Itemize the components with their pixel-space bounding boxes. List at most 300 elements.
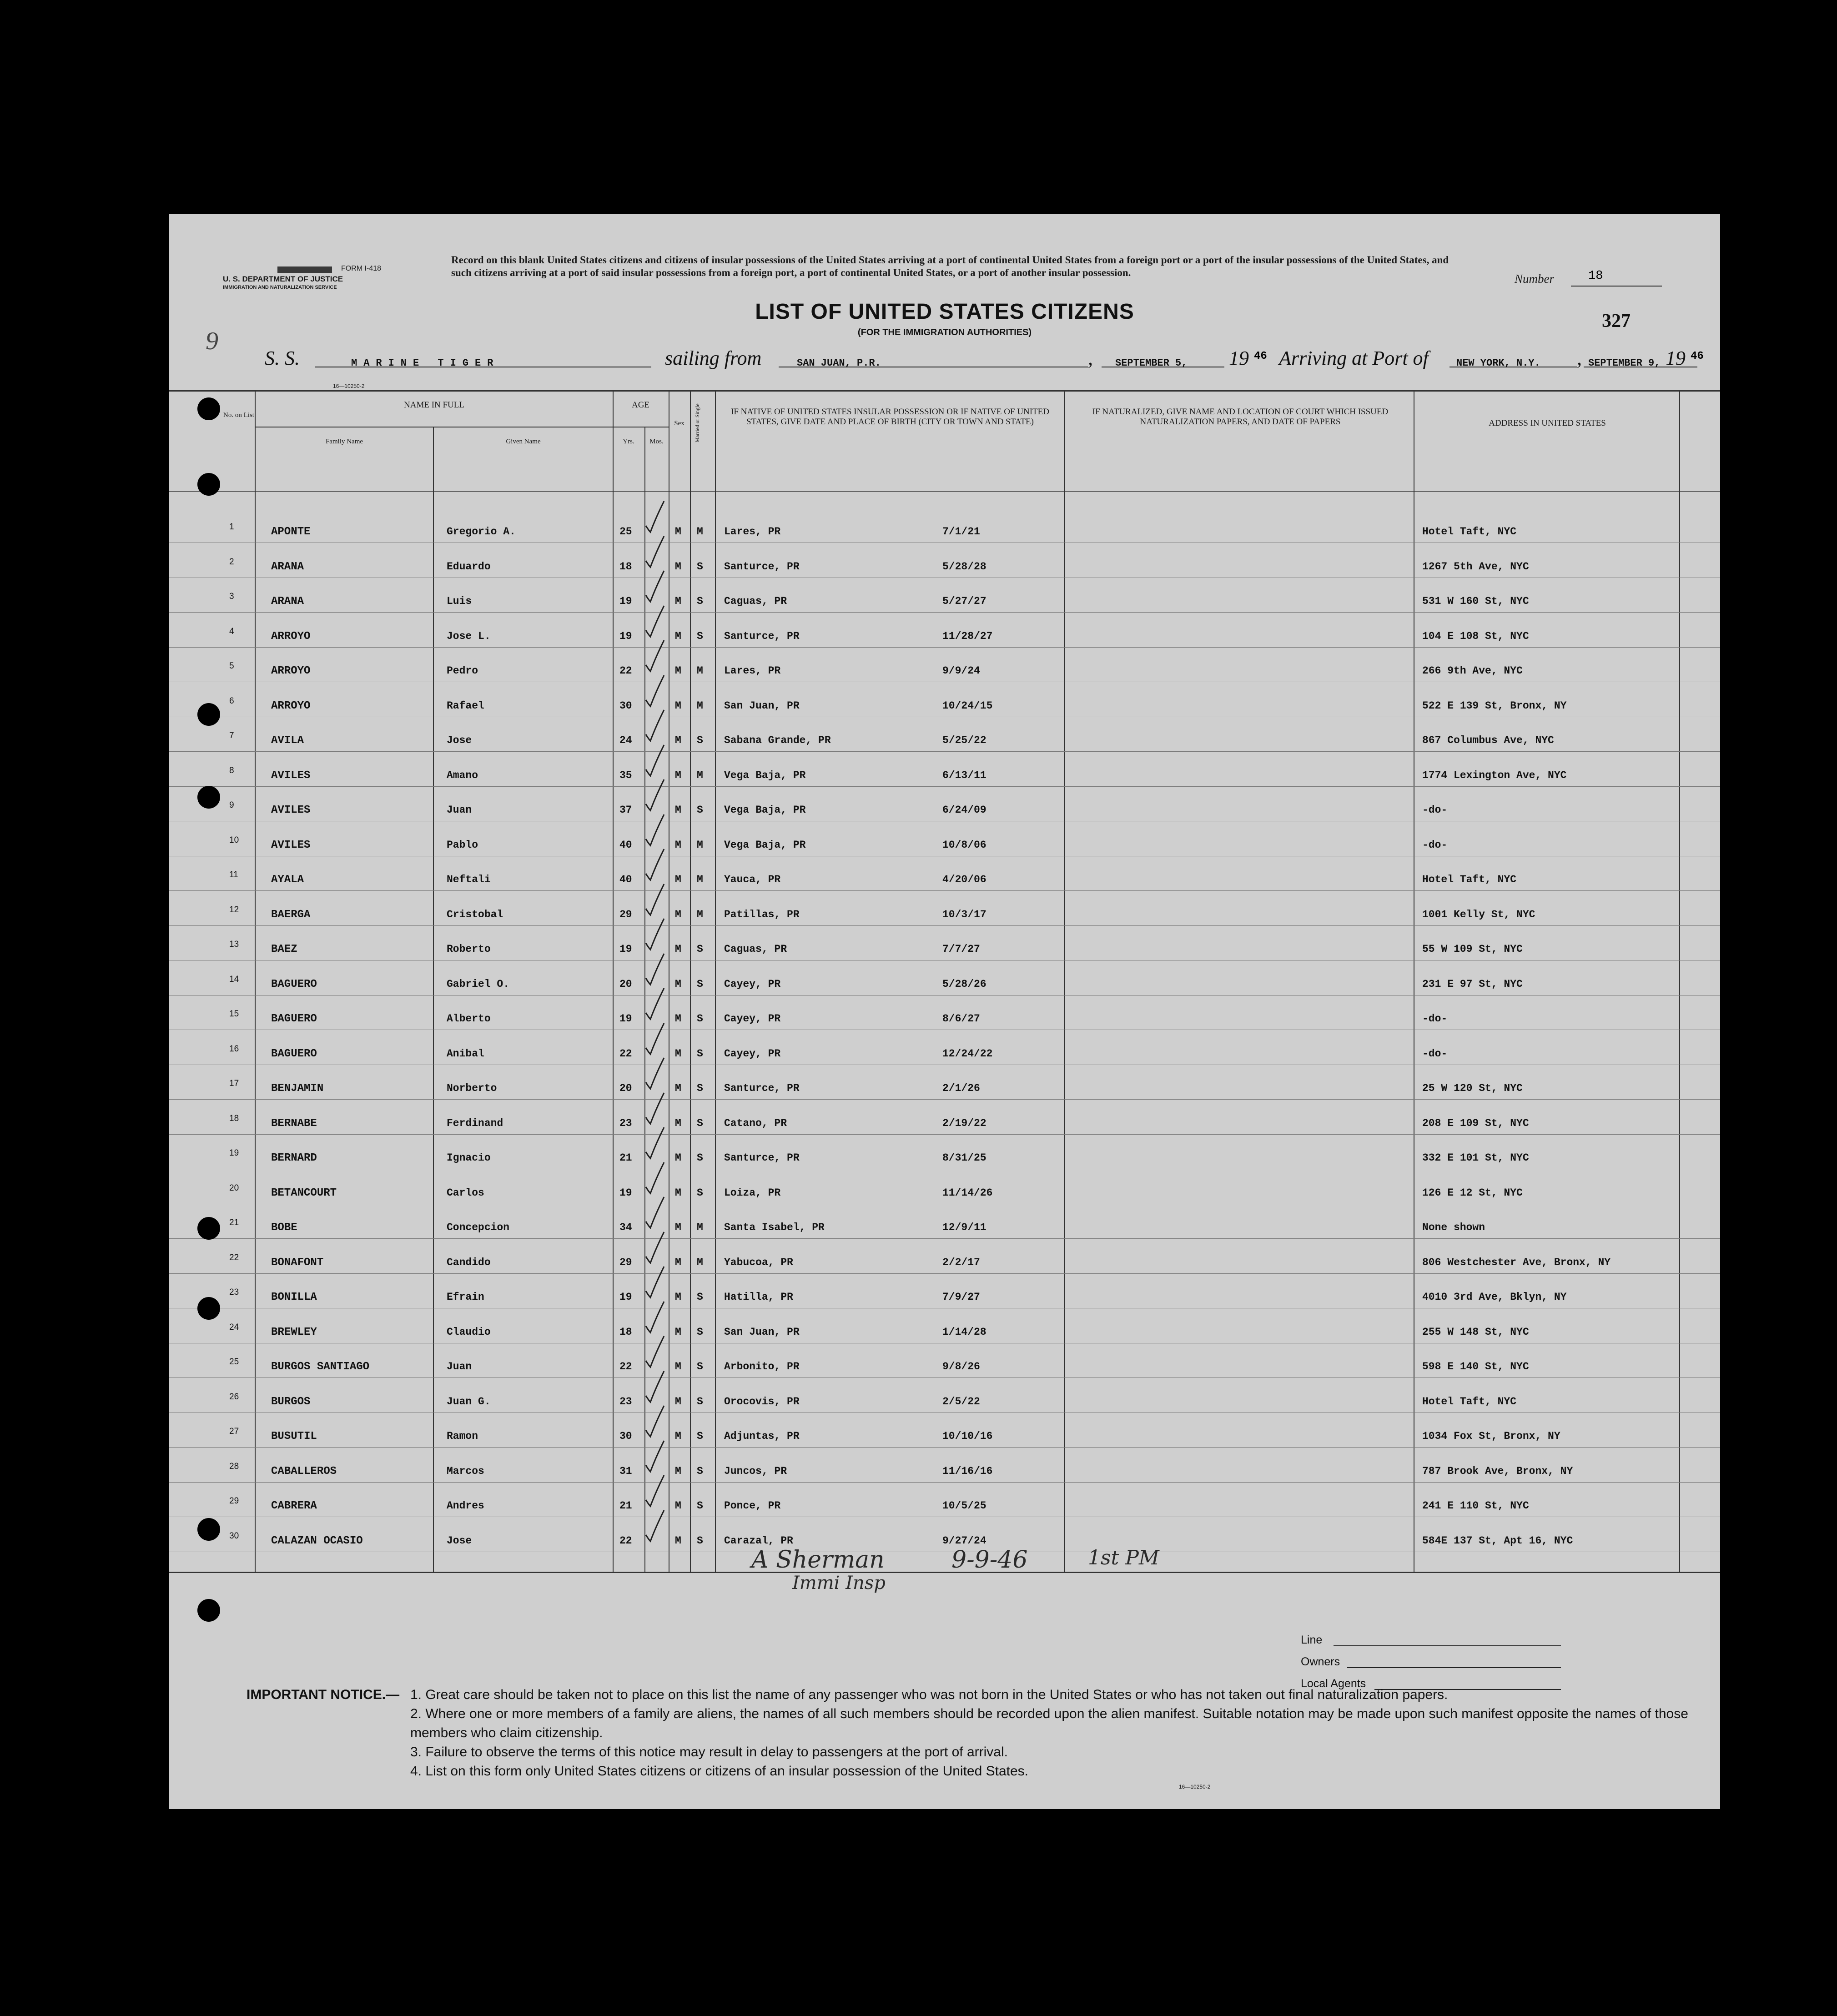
ss-label: S. S. <box>265 347 300 369</box>
marital-status: S <box>697 1291 703 1303</box>
marital-status: M <box>697 1222 703 1233</box>
table-row <box>169 1309 1720 1343</box>
row-number: 1 <box>229 522 234 532</box>
given-name: Gregorio A. <box>447 526 516 538</box>
table-row <box>169 648 1720 682</box>
age-years: 30 <box>619 699 632 712</box>
notice-heading: IMPORTANT NOTICE.— <box>247 1687 400 1702</box>
family-name: BENJAMIN <box>271 1082 324 1095</box>
age-years: 35 <box>619 769 632 781</box>
table-row <box>169 1448 1720 1483</box>
birth-place: Sabana Grande, PR <box>724 734 831 746</box>
row-number: 19 <box>229 1148 239 1158</box>
punch-hole <box>197 397 220 420</box>
marital-status: S <box>697 560 703 573</box>
arrival-date: SEPTEMBER 9, <box>1588 357 1661 369</box>
birth-date: 12/24/22 <box>942 1047 993 1060</box>
sex: M <box>675 699 681 712</box>
punch-hole <box>197 473 220 496</box>
punch-hole <box>197 1297 220 1320</box>
col-no-on-list: No. on List <box>223 412 254 419</box>
col-married-single: Married or Single <box>694 403 700 442</box>
inspector-title: Immi Insp <box>792 1573 886 1594</box>
family-name: ARROYO <box>271 630 311 643</box>
given-name: Marcos <box>447 1465 484 1477</box>
margin-mark: 9 <box>206 327 218 355</box>
address: 208 E 109 St, NYC <box>1422 1117 1529 1129</box>
check-mark-icon <box>642 1508 669 1549</box>
table-row <box>169 1204 1720 1239</box>
table-row <box>169 1170 1720 1204</box>
age-years: 18 <box>619 560 632 573</box>
sex: M <box>675 560 681 573</box>
table-row <box>169 613 1720 648</box>
given-name: Andres <box>447 1500 484 1512</box>
address: 787 Brook Ave, Bronx, NY <box>1422 1465 1573 1477</box>
family-name: ARANA <box>271 595 304 608</box>
age-years: 22 <box>619 665 632 677</box>
table-row <box>169 926 1720 960</box>
address: 1774 Lexington Ave, NYC <box>1422 769 1567 781</box>
address: 25 W 120 St, NYC <box>1422 1082 1523 1094</box>
table-row <box>169 856 1720 891</box>
birth-date: 7/7/27 <box>942 943 980 955</box>
address: 1034 Fox St, Bronx, NY <box>1422 1430 1560 1442</box>
birth-place: Lares, PR <box>724 665 781 677</box>
row-number: 17 <box>229 1079 239 1088</box>
birth-date: 7/9/27 <box>942 1291 980 1303</box>
row-number: 26 <box>229 1392 239 1402</box>
sex: M <box>675 978 681 990</box>
birth-date: 2/19/22 <box>942 1117 986 1129</box>
birth-date: 1/14/28 <box>942 1326 986 1338</box>
birth-date: 9/9/24 <box>942 665 980 677</box>
table-row <box>169 995 1720 1030</box>
notice-item-1: 1. Great care should be taken not to place on this list the name of any passenger who was not born in the United States or who has not taken out final naturalization papers. <box>410 1687 1448 1702</box>
birth-place: Cayey, PR <box>724 1013 781 1025</box>
given-name: Neftali <box>447 874 491 885</box>
local-agents-label: Local Agents <box>1301 1677 1366 1690</box>
sex: M <box>675 943 681 955</box>
given-name: Amano <box>447 769 478 781</box>
birth-place: San Juan, PR <box>724 1326 800 1338</box>
number-value: 18 <box>1588 269 1603 283</box>
number-label: Number <box>1515 272 1554 286</box>
age-years: 19 <box>619 1291 632 1303</box>
page-number: 327 <box>1602 311 1631 332</box>
birth-place: Santurce, PR <box>724 1082 800 1094</box>
row-number: 30 <box>229 1531 239 1541</box>
age-years: 19 <box>619 943 632 955</box>
address: 266 9th Ave, NYC <box>1422 665 1523 677</box>
departure-year: 46 <box>1254 350 1267 362</box>
birth-date: 9/27/24 <box>942 1534 986 1547</box>
birth-place: Caguas, PR <box>724 595 787 607</box>
table-row <box>169 1378 1720 1413</box>
address: -do- <box>1422 839 1448 851</box>
sex: M <box>675 630 681 642</box>
sex: M <box>675 1047 681 1060</box>
address: -do- <box>1422 1013 1448 1025</box>
given-name: Ignacio <box>447 1152 491 1164</box>
family-name: CABRERA <box>271 1500 317 1512</box>
table-row <box>169 1413 1720 1448</box>
birth-place: Carazal, PR <box>724 1534 793 1547</box>
given-name: Jose <box>447 1534 472 1547</box>
inspection-date: 9-9-46 <box>951 1546 1028 1574</box>
family-name: BAGUERO <box>271 978 317 990</box>
birth-place: Orocovis, PR <box>724 1395 800 1408</box>
family-name: BETANCOURT <box>271 1186 337 1199</box>
sex: M <box>675 665 681 677</box>
departure-date: SEPTEMBER 5, <box>1115 357 1188 369</box>
birth-place: San Juan, PR <box>724 699 800 712</box>
row-number: 3 <box>229 592 234 601</box>
birth-date: 5/28/26 <box>942 978 986 990</box>
birth-place: Catano, PR <box>724 1117 787 1129</box>
important-notice <box>247 1685 1702 1781</box>
marital-status: S <box>697 630 703 642</box>
table-row <box>169 961 1720 995</box>
age-years: 30 <box>619 1430 632 1442</box>
row-number: 5 <box>229 661 234 671</box>
marital-status: M <box>697 908 703 920</box>
sex: M <box>675 1326 681 1338</box>
given-name: Anibal <box>447 1047 484 1060</box>
punch-hole <box>197 1217 220 1240</box>
family-name: BURGOS <box>271 1395 311 1408</box>
family-name: AVILES <box>271 804 311 816</box>
marital-status: M <box>697 874 703 885</box>
age-years: 22 <box>619 1534 632 1547</box>
marital-status: S <box>697 595 703 607</box>
age-years: 34 <box>619 1222 632 1233</box>
marital-status: S <box>697 1430 703 1442</box>
address: Hotel Taft, NYC <box>1422 526 1517 538</box>
birth-date: 10/5/25 <box>942 1500 986 1512</box>
birth-date: 5/28/28 <box>942 560 986 573</box>
family-name: ARROYO <box>271 665 311 677</box>
age-years: 19 <box>619 630 632 642</box>
given-name: Juan <box>447 804 472 816</box>
birth-place: Juncos, PR <box>724 1465 787 1477</box>
family-name: BERNARD <box>271 1152 317 1164</box>
age-years: 29 <box>619 908 632 920</box>
address: 522 E 139 St, Bronx, NY <box>1422 699 1567 712</box>
sex: M <box>675 1395 681 1408</box>
sex: M <box>675 1013 681 1025</box>
form-code-bottom: 16—10250-2 <box>1179 1784 1211 1790</box>
family-name: BONAFONT <box>271 1256 324 1269</box>
departure-port: SAN JUAN, P.R. <box>797 357 881 369</box>
birth-date: 7/1/21 <box>942 526 980 538</box>
marital-status: S <box>697 1047 703 1060</box>
given-name: Jose L. <box>447 630 491 642</box>
punch-hole <box>197 703 220 726</box>
birth-place: Yauca, PR <box>724 874 781 885</box>
age-years: 40 <box>619 839 632 851</box>
age-years: 19 <box>619 1013 632 1025</box>
row-number: 7 <box>229 731 234 740</box>
row-number: 24 <box>229 1322 239 1332</box>
row-number: 11 <box>229 870 238 880</box>
row-number: 23 <box>229 1287 239 1297</box>
table-row <box>169 1239 1720 1274</box>
age-years: 29 <box>619 1256 632 1268</box>
manifest-sheet: FORM I-418 U. S. DEPARTMENT OF JUSTICE IMMIGRATION AND NATURALIZATION SERVICE 9 Record on this blank United States citizens and citizens of insular possessions of the United States arriving at a port of continental United States from a foreign port or a port of the insular possessions of the United States, and such citizens arriving at a port of said insular possessions from a foreign port, a port of continental United States, or a port of another insular possession. Number 18 LIST OF UNITED STATES CITIZENS (FOR THE IMMIGRATION AUTHORITIES) 327 S. S. MARINE TIGER sailing from SAN JUAN, P.R. , SEPTEMBER 5, 19 46 Arriving at Port of NEW YORK, N.Y. , SEPTEMBER 9, 19 46 16—10250-2 No. on List NAME IN FULL Family Name Given Name AGE Yrs. Mos. Sex Married or Single IF NATIVE OF UNITED STATES INSULAR POSSESSION OR IF NATIVE OF UNITED STATES, GIVE DATE AND PLACE OF BIRTH (CITY OR TOWN AND STATE) IF NATURALIZED, GIVE NAME AND LOCATION OF COURT WHICH ISSUED NATURALIZATION PAPERS, AND DATE OF PAPERS ADDRESS IN UNITED STATES 1 APONTE Gregorio A. 25 M M Lares, PR 7/1/21 Hotel Taft, NYC 2 ARANA Eduardo 18 M S Santurce, PR 5/28/28 1267 5th Ave, NYC 3 ARANA Luis 19 M S Caguas, PR 5/27/27 531 W 160 St, NYC 4 ARROYO Jose L. 19 M S Santurce, PR 11/28/27 104 E 108 St, NYC 5 ARROYO Pedro 22 M M Lares, PR 9/9/24 266 9th Ave, NYC 6 ARROYO Rafael 30 M M San Juan, PR 10/24/15 522 E 139 St, Bronx, NY 7 AVILA Jose 24 M S Sabana Grande, PR 5/25/22 867 Columbus Ave, NYC 8 AVILES Amano 35 M M Vega Baja, PR 6/13/11 1774 Lexington Ave, NYC 9 AVILES Juan 37 M S Vega Baja, PR 6/24/09 -do- 10 AVILES Pablo 40 M M Vega Baja, PR 10/8/06 -do- 11 AYALA Neftali 40 M M Yauca, PR 4/20/06 Hotel Taft, NYC 12 BAERGA Cristobal 29 M M Patillas, PR 10/3/17 1001 Kelly St, NYC 13 BAEZ Roberto 19 M S Caguas, PR 7/7/27 55 W 109 St, NYC 14 BAGUERO Gabriel O. 20 M S Cayey, PR 5/28/26 231 E 97 St, NYC 15 BAGUERO Alberto 19 M S Cayey, PR 8/6/27 -do- 16 BAGUERO Anibal 22 M S Cayey, PR 12/24/22 -do- 17 BENJAMIN Norberto 20 M S Santurce, PR 2/1/26 25 W 120 St, NYC 18 BERNABE Ferdinand 23 M S Catano, PR 2/19/22 208 E 109 St, NYC 19 BERNARD Ignacio 21 M S Santurce, PR 8/31/25 332 E 101 St, NYC 20 BETANCOURT Carlos 19 M S Loiza, PR 11/14/26 126 E 12 St, NYC 21 BOBE Concepcion 34 M M Santa Isabel, PR 12/9/11 None shown 22 BONAFONT Candido 29 M M Yabucoa, PR 2/2/17 806 Westchester Ave, Bronx, NY 23 BONILLA Efrain 19 M S Hatilla, PR 7/9/27 4010 3rd Ave, Bklyn, NY 24 BREWLEY Claudio 18 M S San Juan, PR 1/14/28 255 W 148 St, NYC 25 BURGOS SANTIAGO Juan 22 M S Arbonito, PR 9/8/26 598 E 140 St, NYC 26 BURGOS Juan G. 23 M S Orocovis, PR 2/5/22 Hotel Taft, NYC 27 BUSUTIL Ramon 30 M S Adjuntas, PR 10/10/16 1034 Fox St, Bronx, NY 28 CABALLEROS Marcos 31 M S Juncos, PR 11/16/16 787 Brook Ave, Bronx, NY 29 CABRERA Andres 21 M S Ponce, PR 10/5/25 241 E 110 St, NYC 30 CALAZAN OCASIO Jose 22 M S Carazal, PR 9/27/24 584E 137 St, Apt 16, NYC A Sherman Immi Insp 9-9-46 1st PM Line Owners Local Agents IMPORTANT NOTICE.— 1. Great care should be taken not to place on this list the name of any passenger who was not born in the United States or who has not taken out final naturalization papers. 2. Where one or more members of a family are aliens, the names of all such members should be recorded upon the alien manifest. Suitable notation may be made upon such manifest opposite the names of those members who claim citizenship. 3. Failure to observe the terms of this notice may result in delay to passengers at the port of arrival. 4. List on this form only United States citizens or citizens of an insular possession of the United States. 16—10250-2 <box>169 214 1720 1809</box>
row-number: 21 <box>229 1218 239 1227</box>
family-name: APONTE <box>271 526 311 538</box>
table-row <box>169 1483 1720 1517</box>
given-name: Cristobal <box>447 908 503 920</box>
age-years: 21 <box>619 1152 632 1164</box>
sex: M <box>675 1291 681 1303</box>
table-row <box>169 508 1720 543</box>
table-row <box>169 717 1720 752</box>
number-line <box>1571 286 1662 287</box>
birth-place: Lares, PR <box>724 526 781 538</box>
birth-date: 8/6/27 <box>942 1013 980 1025</box>
birth-date: 8/31/25 <box>942 1152 986 1164</box>
birth-place: Caguas, PR <box>724 943 787 955</box>
row-number: 27 <box>229 1427 239 1436</box>
birth-date: 5/25/22 <box>942 734 986 746</box>
address: Hotel Taft, NYC <box>1422 874 1517 885</box>
age-years: 25 <box>619 526 632 538</box>
marital-status: S <box>697 1500 703 1512</box>
family-name: BERNABE <box>271 1117 317 1130</box>
arriving-label: Arriving at Port of <box>1279 347 1429 369</box>
age-years: 21 <box>619 1500 632 1512</box>
record-instructions: Record on this blank United States citizens and citizens of insular possessions of the United States arriving at a port of continental United States from a foreign port or a port of the insular possessions of the United States, and such citizens arriving at a port of said insular possessions from a foreign port, a port of continental United States, or a port of another insular possession. <box>451 254 1449 278</box>
birth-place: Santurce, PR <box>724 1152 800 1164</box>
marital-status: S <box>697 1186 703 1199</box>
given-name: Eduardo <box>447 560 491 573</box>
sex: M <box>675 1361 681 1372</box>
age-years: 40 <box>619 874 632 885</box>
age-years: 19 <box>619 1186 632 1199</box>
birth-place: Arbonito, PR <box>724 1361 800 1372</box>
birth-date: 6/13/11 <box>942 769 986 781</box>
sex: M <box>675 1500 681 1512</box>
marital-status: M <box>697 526 703 538</box>
family-name: BURGOS SANTIAGO <box>271 1361 370 1373</box>
page-title: LIST OF UNITED STATES CITIZENS <box>755 300 1134 324</box>
table-row <box>169 891 1720 926</box>
address: 806 Westchester Ave, Bronx, NY <box>1422 1256 1611 1268</box>
birth-place: Vega Baja, PR <box>724 769 806 781</box>
given-name: Concepcion <box>447 1222 510 1233</box>
birth-place: Patillas, PR <box>724 908 800 920</box>
address: 255 W 148 St, NYC <box>1422 1326 1529 1338</box>
marital-status: M <box>697 769 703 781</box>
marital-status: S <box>697 1152 703 1164</box>
address: 4010 3rd Ave, Bklyn, NY <box>1422 1291 1567 1303</box>
birth-place: Loiza, PR <box>724 1186 781 1199</box>
family-name: CALAZAN OCASIO <box>271 1534 363 1547</box>
table-row <box>169 822 1720 856</box>
sex: M <box>675 1430 681 1442</box>
row-number: 9 <box>229 800 234 810</box>
marital-status: S <box>697 1082 703 1094</box>
birth-date: 2/2/17 <box>942 1256 980 1268</box>
col-age-yrs: Yrs. <box>623 438 634 445</box>
row-number: 8 <box>229 765 234 775</box>
table-row <box>169 1065 1720 1100</box>
given-name: Claudio <box>447 1326 491 1338</box>
birth-place: Adjuntas, PR <box>724 1430 800 1442</box>
address: -do- <box>1422 1047 1448 1060</box>
family-name: AVILA <box>271 734 304 747</box>
given-name: Rafael <box>447 699 484 712</box>
sex: M <box>675 1152 681 1164</box>
given-name: Pedro <box>447 665 478 677</box>
sex: M <box>675 1186 681 1199</box>
table-row <box>169 1031 1720 1065</box>
family-name: BUSUTIL <box>271 1430 317 1443</box>
row-number: 15 <box>229 1009 239 1019</box>
table-row <box>169 1100 1720 1135</box>
row-number: 2 <box>229 557 234 567</box>
marital-status: M <box>697 665 703 677</box>
department-name: U. S. DEPARTMENT OF JUSTICE <box>223 275 343 283</box>
marital-status: S <box>697 1013 703 1025</box>
address: 598 E 140 St, NYC <box>1422 1361 1529 1372</box>
birth-date: 5/27/27 <box>942 595 986 607</box>
family-name: BOBE <box>271 1222 297 1234</box>
birth-place: Vega Baja, PR <box>724 804 806 816</box>
col-sex: Sex <box>674 420 684 427</box>
birth-date: 4/20/06 <box>942 874 986 885</box>
sex: M <box>675 1465 681 1477</box>
family-name: ARANA <box>271 560 304 573</box>
family-name: CABALLEROS <box>271 1465 337 1478</box>
ship-name: MARINE TIGER <box>351 357 500 369</box>
family-name: AYALA <box>271 874 304 886</box>
birth-date: 2/5/22 <box>942 1395 980 1408</box>
birth-place: Santurce, PR <box>724 560 800 573</box>
age-years: 23 <box>619 1395 632 1408</box>
row-number: 13 <box>229 940 239 949</box>
birth-date: 11/16/16 <box>942 1465 993 1477</box>
inspection-time: 1st PM <box>1088 1546 1159 1569</box>
birth-place: Cayey, PR <box>724 978 781 990</box>
sex: M <box>675 734 681 746</box>
row-number: 20 <box>229 1183 239 1193</box>
table-row <box>169 578 1720 613</box>
birth-date: 6/24/09 <box>942 804 986 816</box>
age-years: 18 <box>619 1326 632 1338</box>
given-name: Luis <box>447 595 472 607</box>
birth-date: 10/3/17 <box>942 908 986 920</box>
line-label: Line <box>1301 1634 1323 1646</box>
family-name: BAGUERO <box>271 1047 317 1060</box>
row-number: 6 <box>229 696 234 706</box>
sex: M <box>675 1082 681 1094</box>
birth-place: Yabucoa, PR <box>724 1256 793 1268</box>
address: 332 E 101 St, NYC <box>1422 1152 1529 1164</box>
table-row <box>169 1135 1720 1169</box>
col-age-mos: Mos. <box>649 438 664 445</box>
row-number: 14 <box>229 974 239 984</box>
table-row <box>169 1343 1720 1378</box>
family-name: BAERGA <box>271 908 311 921</box>
sex: M <box>675 839 681 851</box>
row-number: 16 <box>229 1044 239 1054</box>
sex: M <box>675 595 681 607</box>
birth-date: 11/14/26 <box>942 1186 993 1199</box>
sex: M <box>675 1117 681 1129</box>
table-row <box>169 787 1720 821</box>
address: 241 E 110 St, NYC <box>1422 1500 1529 1512</box>
arrival-year-prefix: 19 <box>1666 347 1686 369</box>
given-name: Jose <box>447 734 472 746</box>
row-number: 22 <box>229 1252 239 1262</box>
marital-status: S <box>697 943 703 955</box>
marital-status: S <box>697 1534 703 1547</box>
marital-status: M <box>697 839 703 851</box>
marital-status: M <box>697 1256 703 1268</box>
col-address: ADDRESS IN UNITED STATES <box>1489 418 1606 428</box>
departure-year-prefix: 19 <box>1229 347 1249 369</box>
row-number: 18 <box>229 1113 239 1123</box>
row-number: 28 <box>229 1461 239 1471</box>
inspector-signature: A Sherman <box>751 1546 885 1574</box>
family-name: BAGUERO <box>271 1013 317 1025</box>
sex: M <box>675 874 681 885</box>
address: Hotel Taft, NYC <box>1422 1395 1517 1408</box>
notice-item-2: 2. Where one or more members of a family are aliens, the names of all such members should be recorded upon the alien manifest. Suitable notation may be made upon such manifest opposite the names of those members who claim citizenship. <box>410 1706 1688 1740</box>
given-name: Pablo <box>447 839 478 851</box>
age-years: 22 <box>619 1361 632 1372</box>
age-years: 20 <box>619 978 632 990</box>
given-name: Efrain <box>447 1291 484 1303</box>
age-years: 24 <box>619 734 632 746</box>
col-given-name: Given Name <box>506 438 541 445</box>
arrival-year: 46 <box>1691 350 1704 362</box>
given-name: Norberto <box>447 1082 497 1094</box>
birth-place: Hatilla, PR <box>724 1291 793 1303</box>
address: 55 W 109 St, NYC <box>1422 943 1523 955</box>
birth-place: Cayey, PR <box>724 1047 781 1060</box>
page-subtitle: (FOR THE IMMIGRATION AUTHORITIES) <box>857 327 1032 337</box>
address: 584E 137 St, Apt 16, NYC <box>1422 1534 1573 1547</box>
sex: M <box>675 526 681 538</box>
age-years: 37 <box>619 804 632 816</box>
age-years: 23 <box>619 1117 632 1129</box>
marital-status: M <box>697 699 703 712</box>
given-name: Candido <box>447 1256 491 1268</box>
age-years: 31 <box>619 1465 632 1477</box>
address: -do- <box>1422 804 1448 816</box>
birth-date: 10/8/06 <box>942 839 986 851</box>
marital-status: S <box>697 1117 703 1129</box>
marital-status: S <box>697 1465 703 1477</box>
address: 231 E 97 St, NYC <box>1422 978 1523 990</box>
owners-label: Owners <box>1301 1655 1340 1668</box>
sex: M <box>675 1222 681 1233</box>
given-name: Juan G. <box>447 1395 491 1408</box>
notice-item-4: 4. List on this form only United States citizens or citizens of an insular possession of the United States. <box>410 1764 1029 1779</box>
table-row <box>169 543 1720 578</box>
marital-status: S <box>697 978 703 990</box>
age-years: 20 <box>619 1082 632 1094</box>
birth-place: Santurce, PR <box>724 630 800 642</box>
punch-hole <box>197 1518 220 1541</box>
col-naturalization-info: IF NATURALIZED, GIVE NAME AND LOCATION OF COURT WHICH ISSUED NATURALIZATION PAPERS, AND DATE OF PAPERS <box>1092 407 1389 427</box>
given-name: Carlos <box>447 1186 484 1199</box>
sex: M <box>675 769 681 781</box>
